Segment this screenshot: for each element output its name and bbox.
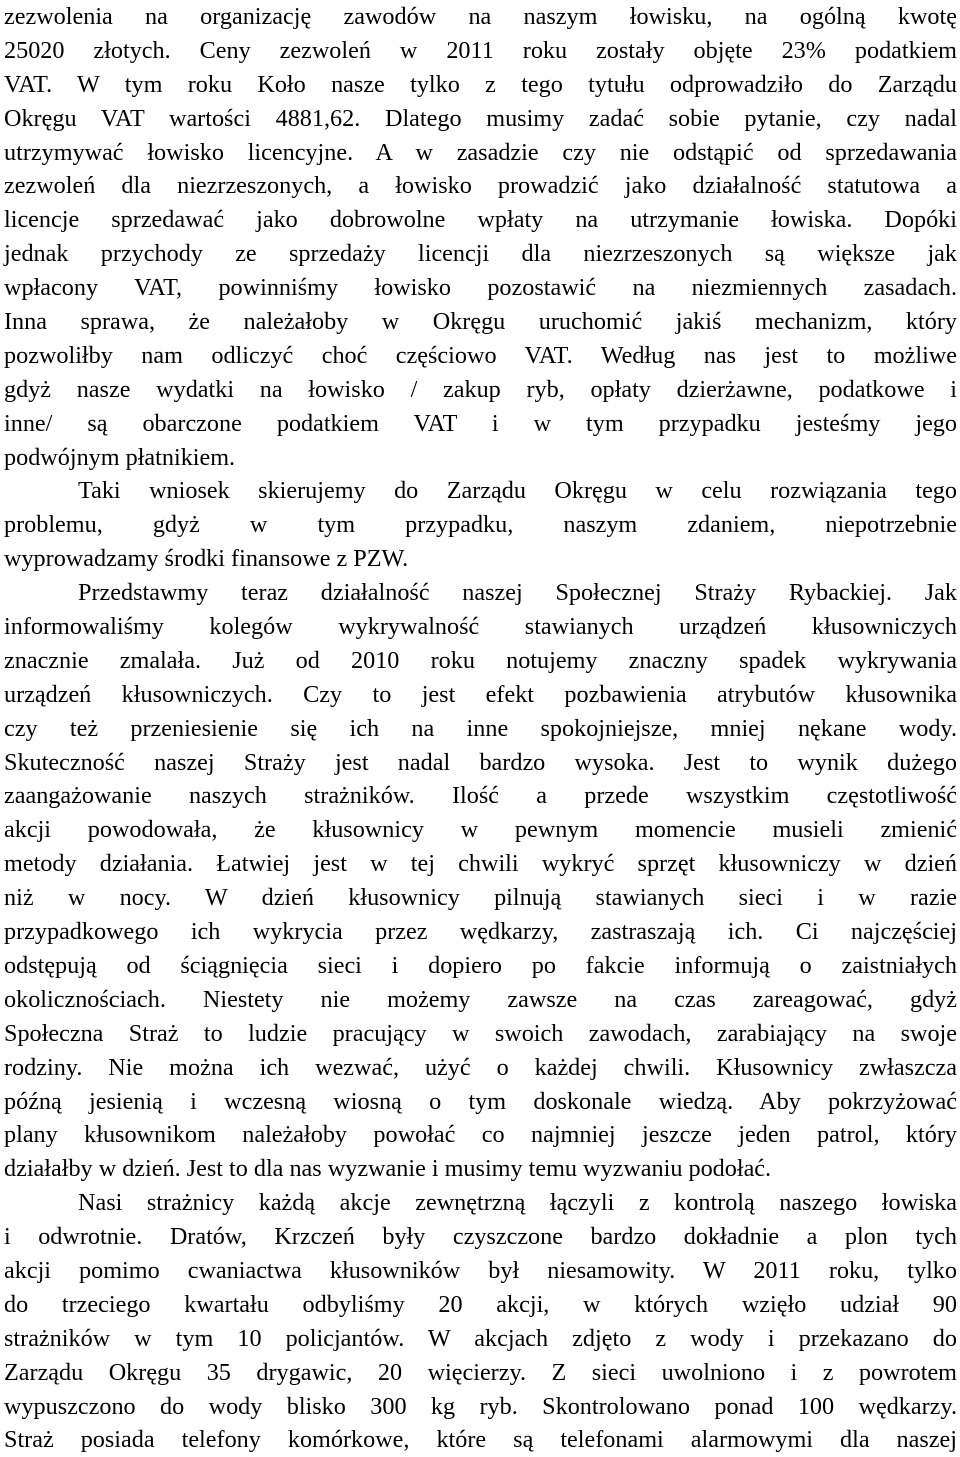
text-line: Straż posiada telefony komórkowe, które są telefonami alarmowymi dla naszej (4, 1426, 957, 1454)
text-line: Zarządu Okręgu 35 drygawic, 20 więcierzy. Z sieci uwolniono i z powrotem (4, 1358, 957, 1386)
text-line: plany kłusownikom należałoby powołać co najmniej jeszcze jeden patrol, który (4, 1121, 957, 1149)
text-line: zezwolenia na organizację zawodów na naszym łowisku, na ogólną kwotę (4, 3, 957, 30)
text-line: pozwoliłby nam odliczyć choć częściowo VAT. Według nas jest to możliwe (4, 341, 957, 369)
text-line: urządzeń kłusowniczych. Czy to jest efekt pozbawienia atrybutów kłusownika (4, 680, 957, 708)
text-line: wpłacony VAT, powinniśmy łowisko pozostawić na niezmiennych zasadach. (4, 274, 957, 302)
text-line: zezwoleń dla niezrzeszonych, a łowisko prowadzić jako działalność statutowa a (4, 172, 957, 200)
text-line: utrzymywać łowisko licencyjne. A w zasadzie czy nie odstąpić od sprzedawania (4, 138, 957, 166)
text-line: metody działania. Łatwiej jest w tej chwili wykryć sprzęt kłusowniczy w dzień (4, 850, 957, 878)
text-line: Okręgu VAT wartości 4881,62. Dlatego musimy zadać sobie pytanie, czy nadal (4, 104, 957, 132)
text-line: Inna sprawa, że należałoby w Okręgu uruchomić jakiś mechanizm, który (4, 308, 957, 336)
text-line: informowaliśmy kolegów wykrywalność stawianych urządzeń kłusowniczych (4, 613, 957, 641)
text-line: odstępują od ściągnięcia sieci i dopiero po fakcie informują o zaistniałych (4, 951, 957, 979)
text-line: Skuteczność naszej Straży jest nadal bardzo wysoka. Jest to wynik dużego (4, 748, 957, 776)
text-line: niż w nocy. W dzień kłusownicy pilnują stawianych sieci i w razie (4, 884, 957, 912)
text-line: do trzeciego kwartału odbyliśmy 20 akcji, w których wzięło udział 90 (4, 1290, 957, 1318)
text-line: akcji pomimo cwaniactwa kłusowników był niesamowity. W 2011 roku, tylko (4, 1256, 957, 1284)
text-line: działałby w dzień. Jest to dla nas wyzwanie i musimy temu wyzwaniu podołać. (4, 1155, 772, 1183)
text-line: licencje sprzedawać jako dobrowolne wpłaty na utrzymanie łowiska. Dopóki (4, 206, 957, 234)
text-line: Nasi strażnicy każdą akcje zewnętrzną łączyli z kontrolą naszego łowiska (78, 1189, 957, 1217)
text-line: i odwrotnie. Dratów, Krzczeń były czyszczone bardzo dokładnie a plon tych (4, 1223, 957, 1251)
text-line: wypuszczono do wody blisko 300 kg ryb. Skontrolowano ponad 100 wędkarzy. (4, 1392, 957, 1420)
text-line: Społeczna Straż to ludzie pracujący w swoich zawodach, zarabiający na swoje (4, 1019, 957, 1047)
text-line: inne/ są obarczone podatkiem VAT i w tym przypadku jesteśmy jego (4, 409, 957, 437)
text-line: późną jesienią i wczesną wiosną o tym doskonale wiedzą. Aby pokrzyżować (4, 1087, 957, 1115)
text-line: problemu, gdyż w tym przypadku, naszym zdaniem, niepotrzebnie (4, 511, 957, 539)
text-line: przypadkowego ich wykrycia przez wędkarzy, zastraszają ich. Ci najczęściej (4, 918, 957, 946)
text-line: akcji powodowała, że kłusownicy w pewnym momencie musieli zmienić (4, 816, 957, 844)
text-line: podwójnym płatnikiem. (4, 443, 236, 471)
text-line: VAT. W tym roku Koło nasze tylko z tego tytułu odprowadziło do Zarządu (4, 70, 957, 98)
text-line: zaangażowanie naszych strażników. Ilość a przede wszystkim częstotliwość (4, 782, 957, 810)
text-line: znacznie zmalała. Już od 2010 roku notujemy znaczny spadek wykrywania (4, 646, 957, 674)
text-line: Taki wniosek skierujemy do Zarządu Okręgu w celu rozwiązania tego (78, 477, 957, 505)
text-line: okolicznościach. Niestety nie możemy zawsze na czas zareagować, gdyż (4, 985, 957, 1013)
text-line: 25020 złotych. Ceny zezwoleń w 2011 roku zostały objęte 23% podatkiem (4, 36, 957, 64)
text-line: gdyż nasze wydatki na łowisko / zakup ryb, opłaty dzierżawne, podatkowe i (4, 375, 957, 403)
text-line: strażników w tym 10 policjantów. W akcjach zdjęto z wody i przekazano do (4, 1324, 957, 1352)
text-line: czy też przeniesienie się ich na inne spokojniejsze, mniej nękane wody. (4, 714, 957, 742)
text-line: Przedstawmy teraz działalność naszej Społecznej Straży Rybackiej. Jak (78, 579, 957, 607)
text-line: rodziny. Nie można ich wezwać, użyć o każdej chwili. Kłusownicy zwłaszcza (4, 1053, 957, 1081)
text-line: jednak przychody ze sprzedaży licencji dla niezrzeszonych są większe jak (4, 240, 957, 268)
text-line: wyprowadzamy środki finansowe z PZW. (4, 545, 409, 573)
